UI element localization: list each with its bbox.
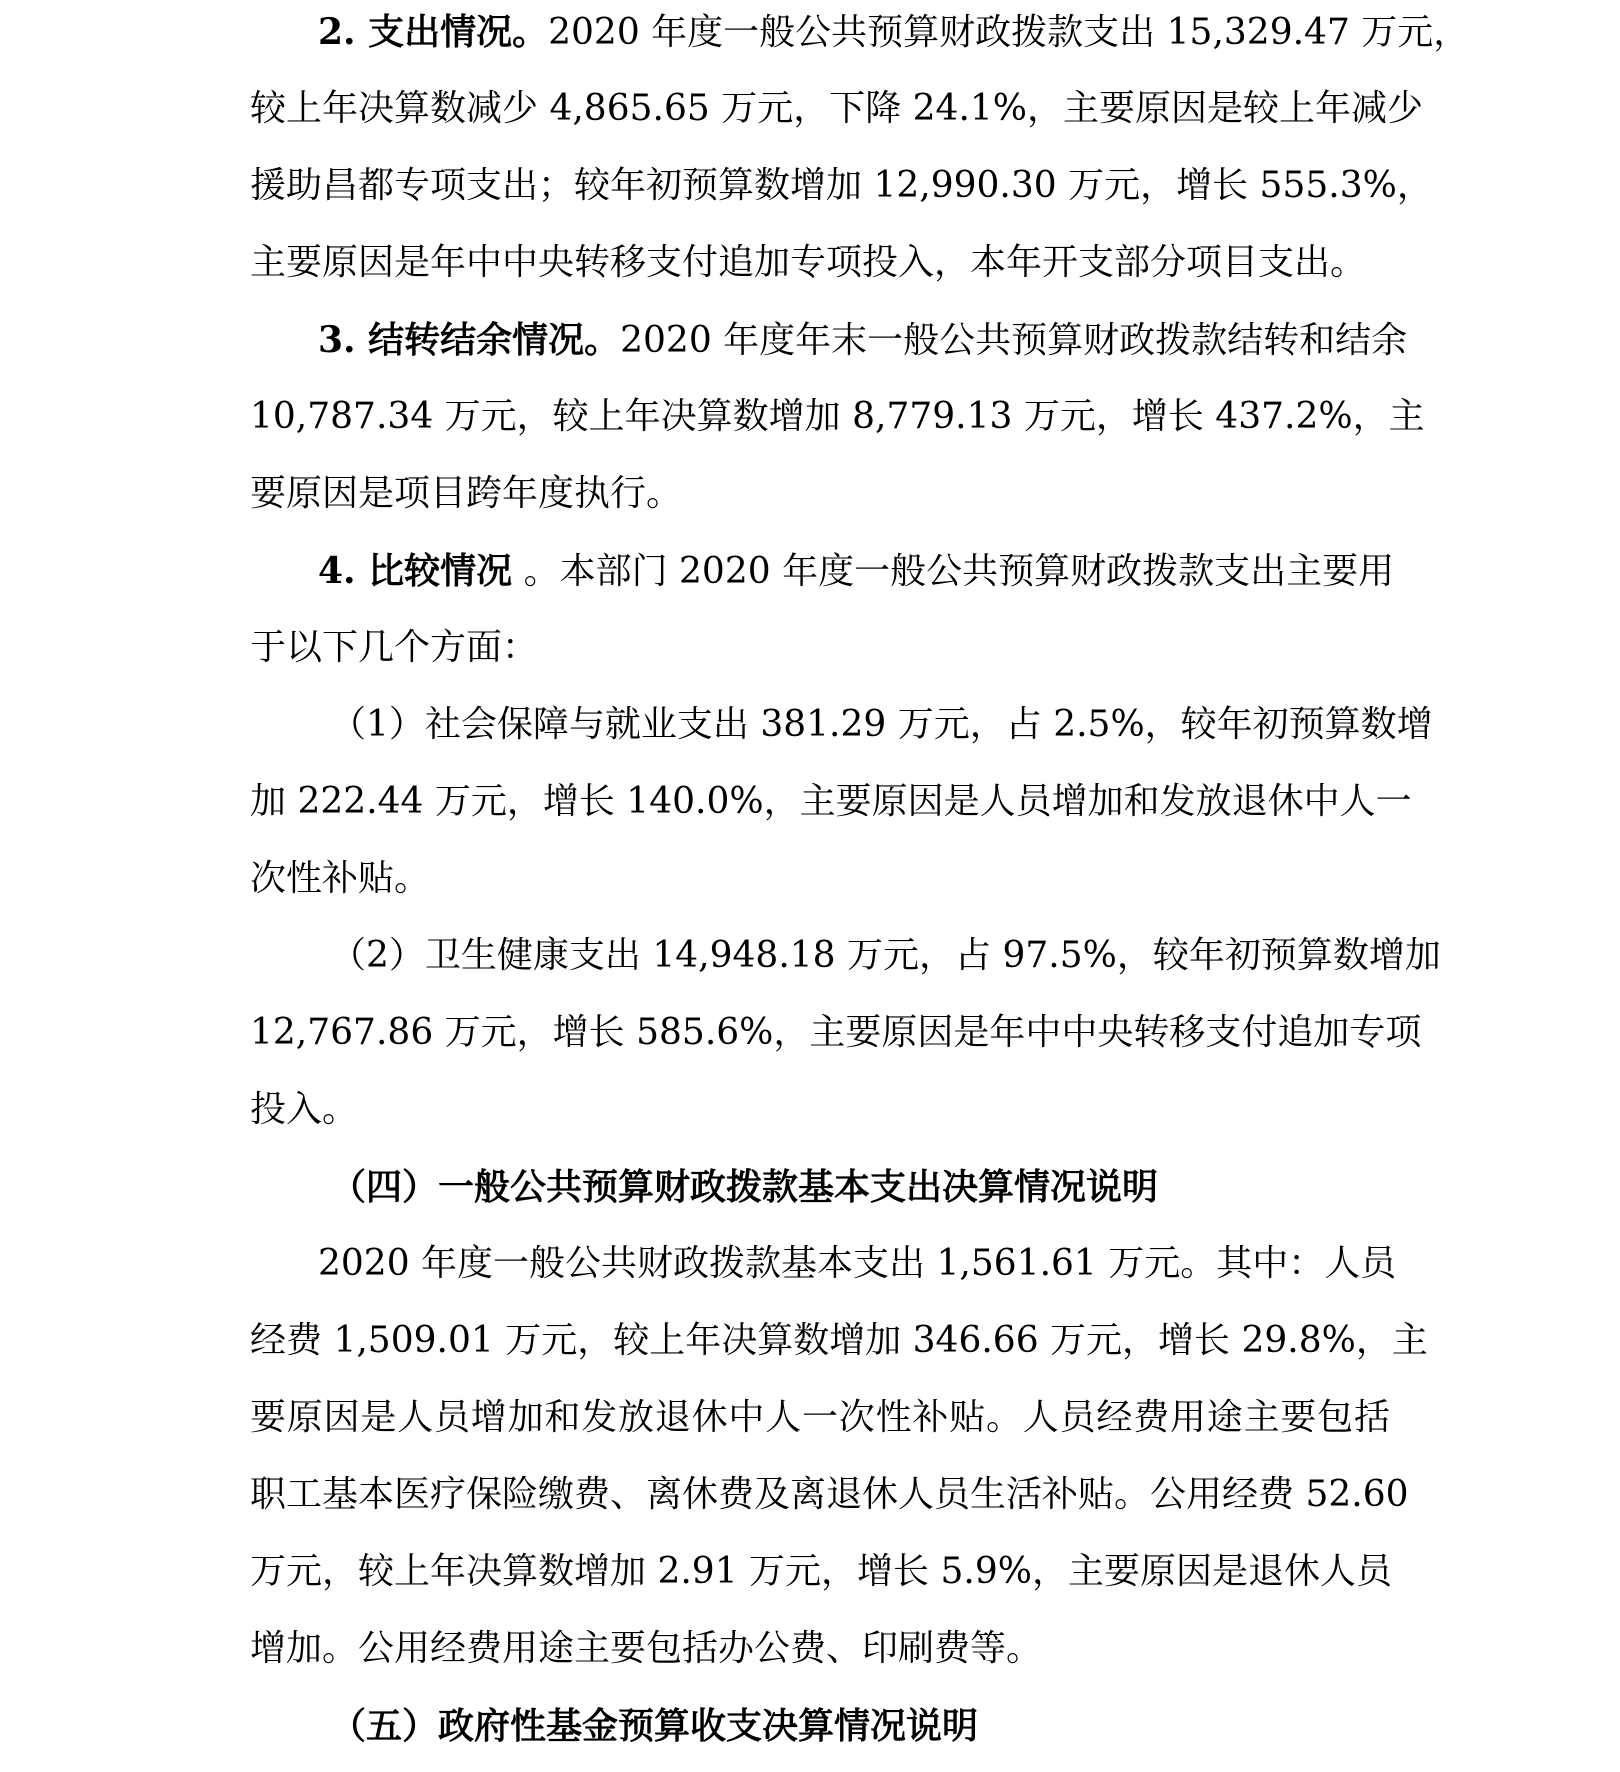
section-heading-government-fund: （五）政府性基金预算收支决算情况说明	[330, 1705, 979, 1747]
item-social-security-line-2: 加 222.44 万元，增长 140.0%，主要原因是人员增加和发放退休中人一	[250, 781, 1412, 822]
paragraph-carryover-line-3: 要原因是项目跨年度执行。	[250, 473, 683, 514]
paragraph-expenditure-line-1	[318, 8, 1469, 57]
paragraph-comparison-line-1	[318, 547, 1394, 596]
subheading-expenditure: 2. 支出情况。	[318, 11, 549, 53]
paragraph-carryover-line-1	[318, 316, 1407, 365]
paragraph-basic-line-3: 要原因是人员增加和发放退休中人一次性补贴。人员经费用途主要包括	[250, 1397, 1390, 1438]
paragraph-expenditure-line-4: 主要原因是年中中央转移支付追加专项投入，本年开支部分项目支出。	[250, 242, 1367, 283]
text-run: 2020 年度年末一般公共预算财政拨款结转和结余	[620, 320, 1408, 361]
item-health-line-2: 12,767.86 万元，增长 585.6%，主要原因是年中中央转移支付追加专项	[250, 1012, 1422, 1053]
subheading-comparison: 4. 比较情况	[318, 550, 513, 592]
section-heading-basic-expenditure: （四）一般公共预算财政拨款基本支出决算情况说明	[330, 1166, 1159, 1208]
paragraph-comparison-line-2: 于以下几个方面：	[250, 627, 539, 668]
paragraph-basic-line-4: 职工基本医疗保险缴费、离休费及离退休人员生活补贴。公用经费 52.60	[250, 1474, 1409, 1515]
text-run: 。本部门 2020 年度一般公共预算财政拨款支出主要用	[512, 551, 1395, 592]
paragraph-expenditure-line-3: 援助昌都专项支出；较年初预算数增加 12,990.30 万元，增长 555.3%，	[250, 165, 1433, 206]
paragraph-carryover-line-2: 10,787.34 万元，较上年决算数增加 8,779.13 万元，增长 437.2%，主	[250, 396, 1425, 437]
text-run: 2020 年度一般公共预算财政拨款支出 15,329.47 万元，	[548, 12, 1470, 53]
paragraph-basic-line-5: 万元，较上年决算数增加 2.91 万元，增长 5.9%，主要原因是退休人员	[250, 1551, 1392, 1592]
item-social-security-line-1: （1）社会保障与就业支出 381.29 万元，占 2.5%，较年初预算数增	[330, 704, 1433, 745]
paragraph-basic-line-1: 2020 年度一般公共财政拨款基本支出 1,561.61 万元。其中：人员	[318, 1243, 1397, 1284]
paragraph-expenditure-line-2: 较上年决算数减少 4,865.65 万元，下降 24.1%，主要原因是较上年减少	[250, 88, 1424, 129]
item-health-line-3: 投入。	[250, 1089, 359, 1130]
subheading-carryover: 3. 结转结余情况。	[318, 319, 621, 361]
paragraph-basic-line-6: 增加。公用经费用途主要包括办公费、印刷费等。	[250, 1628, 1043, 1669]
item-health-line-1: （2）卫生健康支出 14,948.18 万元，占 97.5%，较年初预算数增加	[330, 935, 1441, 976]
item-social-security-line-3: 次性补贴。	[250, 858, 431, 899]
paragraph-basic-line-2: 经费 1,509.01 万元，较上年决算数增加 346.66 万元，增长 29.8%，主	[250, 1320, 1428, 1361]
